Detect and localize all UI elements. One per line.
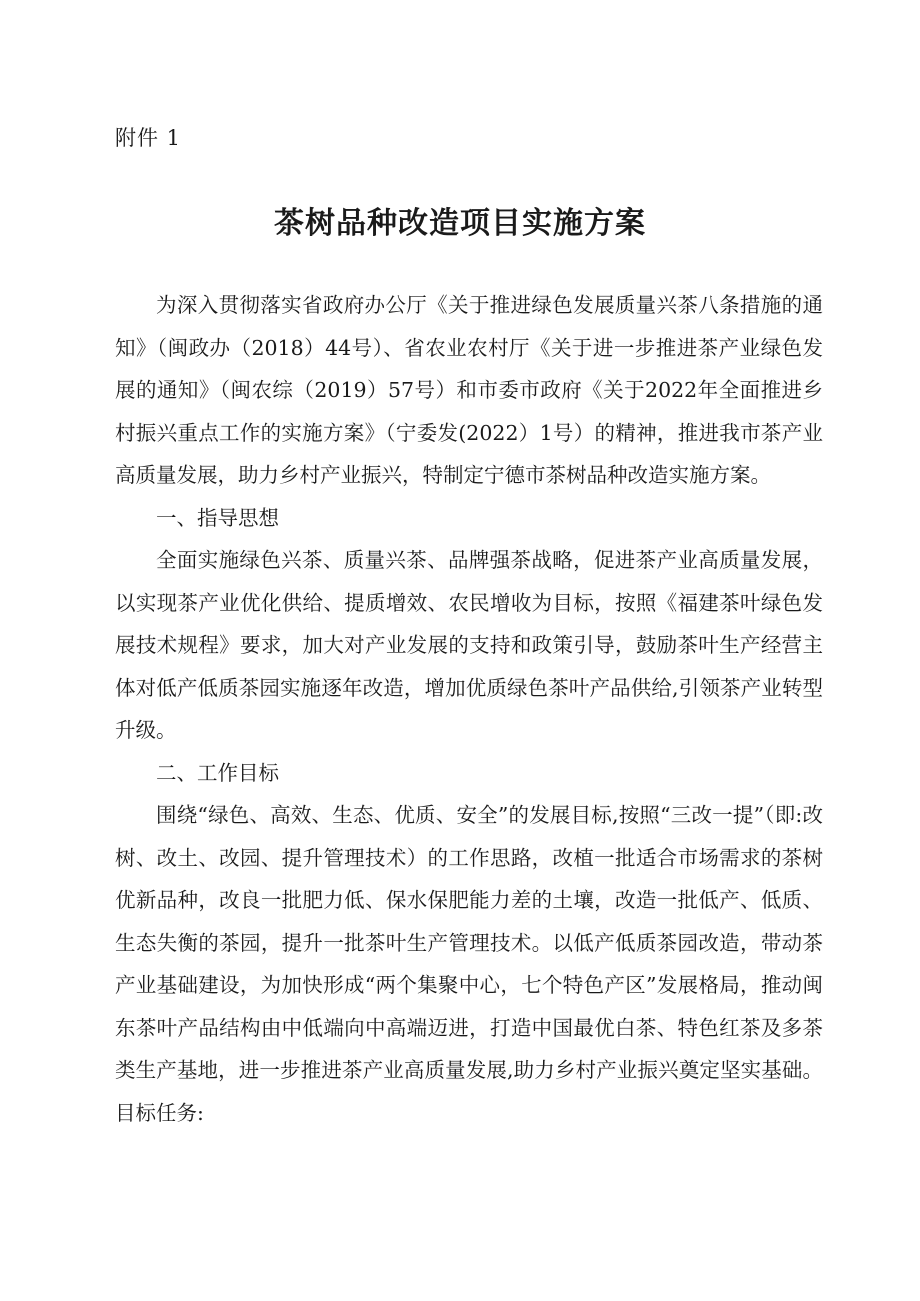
document-title: 茶树品种改造项目实施方案 xyxy=(274,206,646,241)
attachment-label: 附件 1 xyxy=(115,126,182,150)
section-heading-work-goals: 二、工作目标 xyxy=(156,760,279,785)
document-body xyxy=(115,284,823,1134)
guiding-thought-paragraph: 全面实施绿色兴茶、质量兴茶、品牌强茶战略，促进茶产业高质量发展，以实现茶产业优化供给、提质增效、农民增收为目标，按照《福建茶叶绿色发展技术规程》要求，加大对产业发展的支持和政策引导，鼓励茶叶生产经营主体对低产低质茶园实施逐年改造，增加优质绿色茶叶产品供给,引领茶产业转型升级。 xyxy=(115,548,823,742)
intro-paragraph: 为深入贯彻落实省政府办公厅《关于推进绿色发展质量兴茶八条措施的通知》（闽政办（2018）44号）、省农业农村厅《关于进一步推进茶产业绿色发展的通知》（闽农综（2019）57号）和市委市政府《关于2022年全面推进乡村振兴重点工作的实施方案》（宁委发(2022）1号）的精神，推进我市茶产业高质量发展，助力乡村产业振兴，特制定宁德市茶树品种改造实施方案。 xyxy=(115,293,823,487)
work-goals-paragraph: 围绕“绿色、高效、生态、优质、安全”的发展目标,按照“三改一提”（即:改树、改土、改园、提升管理技术）的工作思路，改植一批适合市场需求的茶树优新品种，改良一批肥力低、保水保肥能力差的土壤，改造一批低产、低质、生态失衡的茶园，提升一批茶叶生产管理技术。以低产低质茶园改造，带动茶产业基础建设，为加快形成“两个集聚中心，七个特色产区”发展格局，推动闽东茶叶产品结构由中低端向中高端迈进，打造中国最优白茶、特色红茶及多茶类生产基地，进一步推进茶产业高质量发展,助力乡村产业振兴奠定坚实基础。目标任务: xyxy=(115,803,823,1125)
section-heading-guiding-thought: 一、指导思想 xyxy=(156,505,279,530)
